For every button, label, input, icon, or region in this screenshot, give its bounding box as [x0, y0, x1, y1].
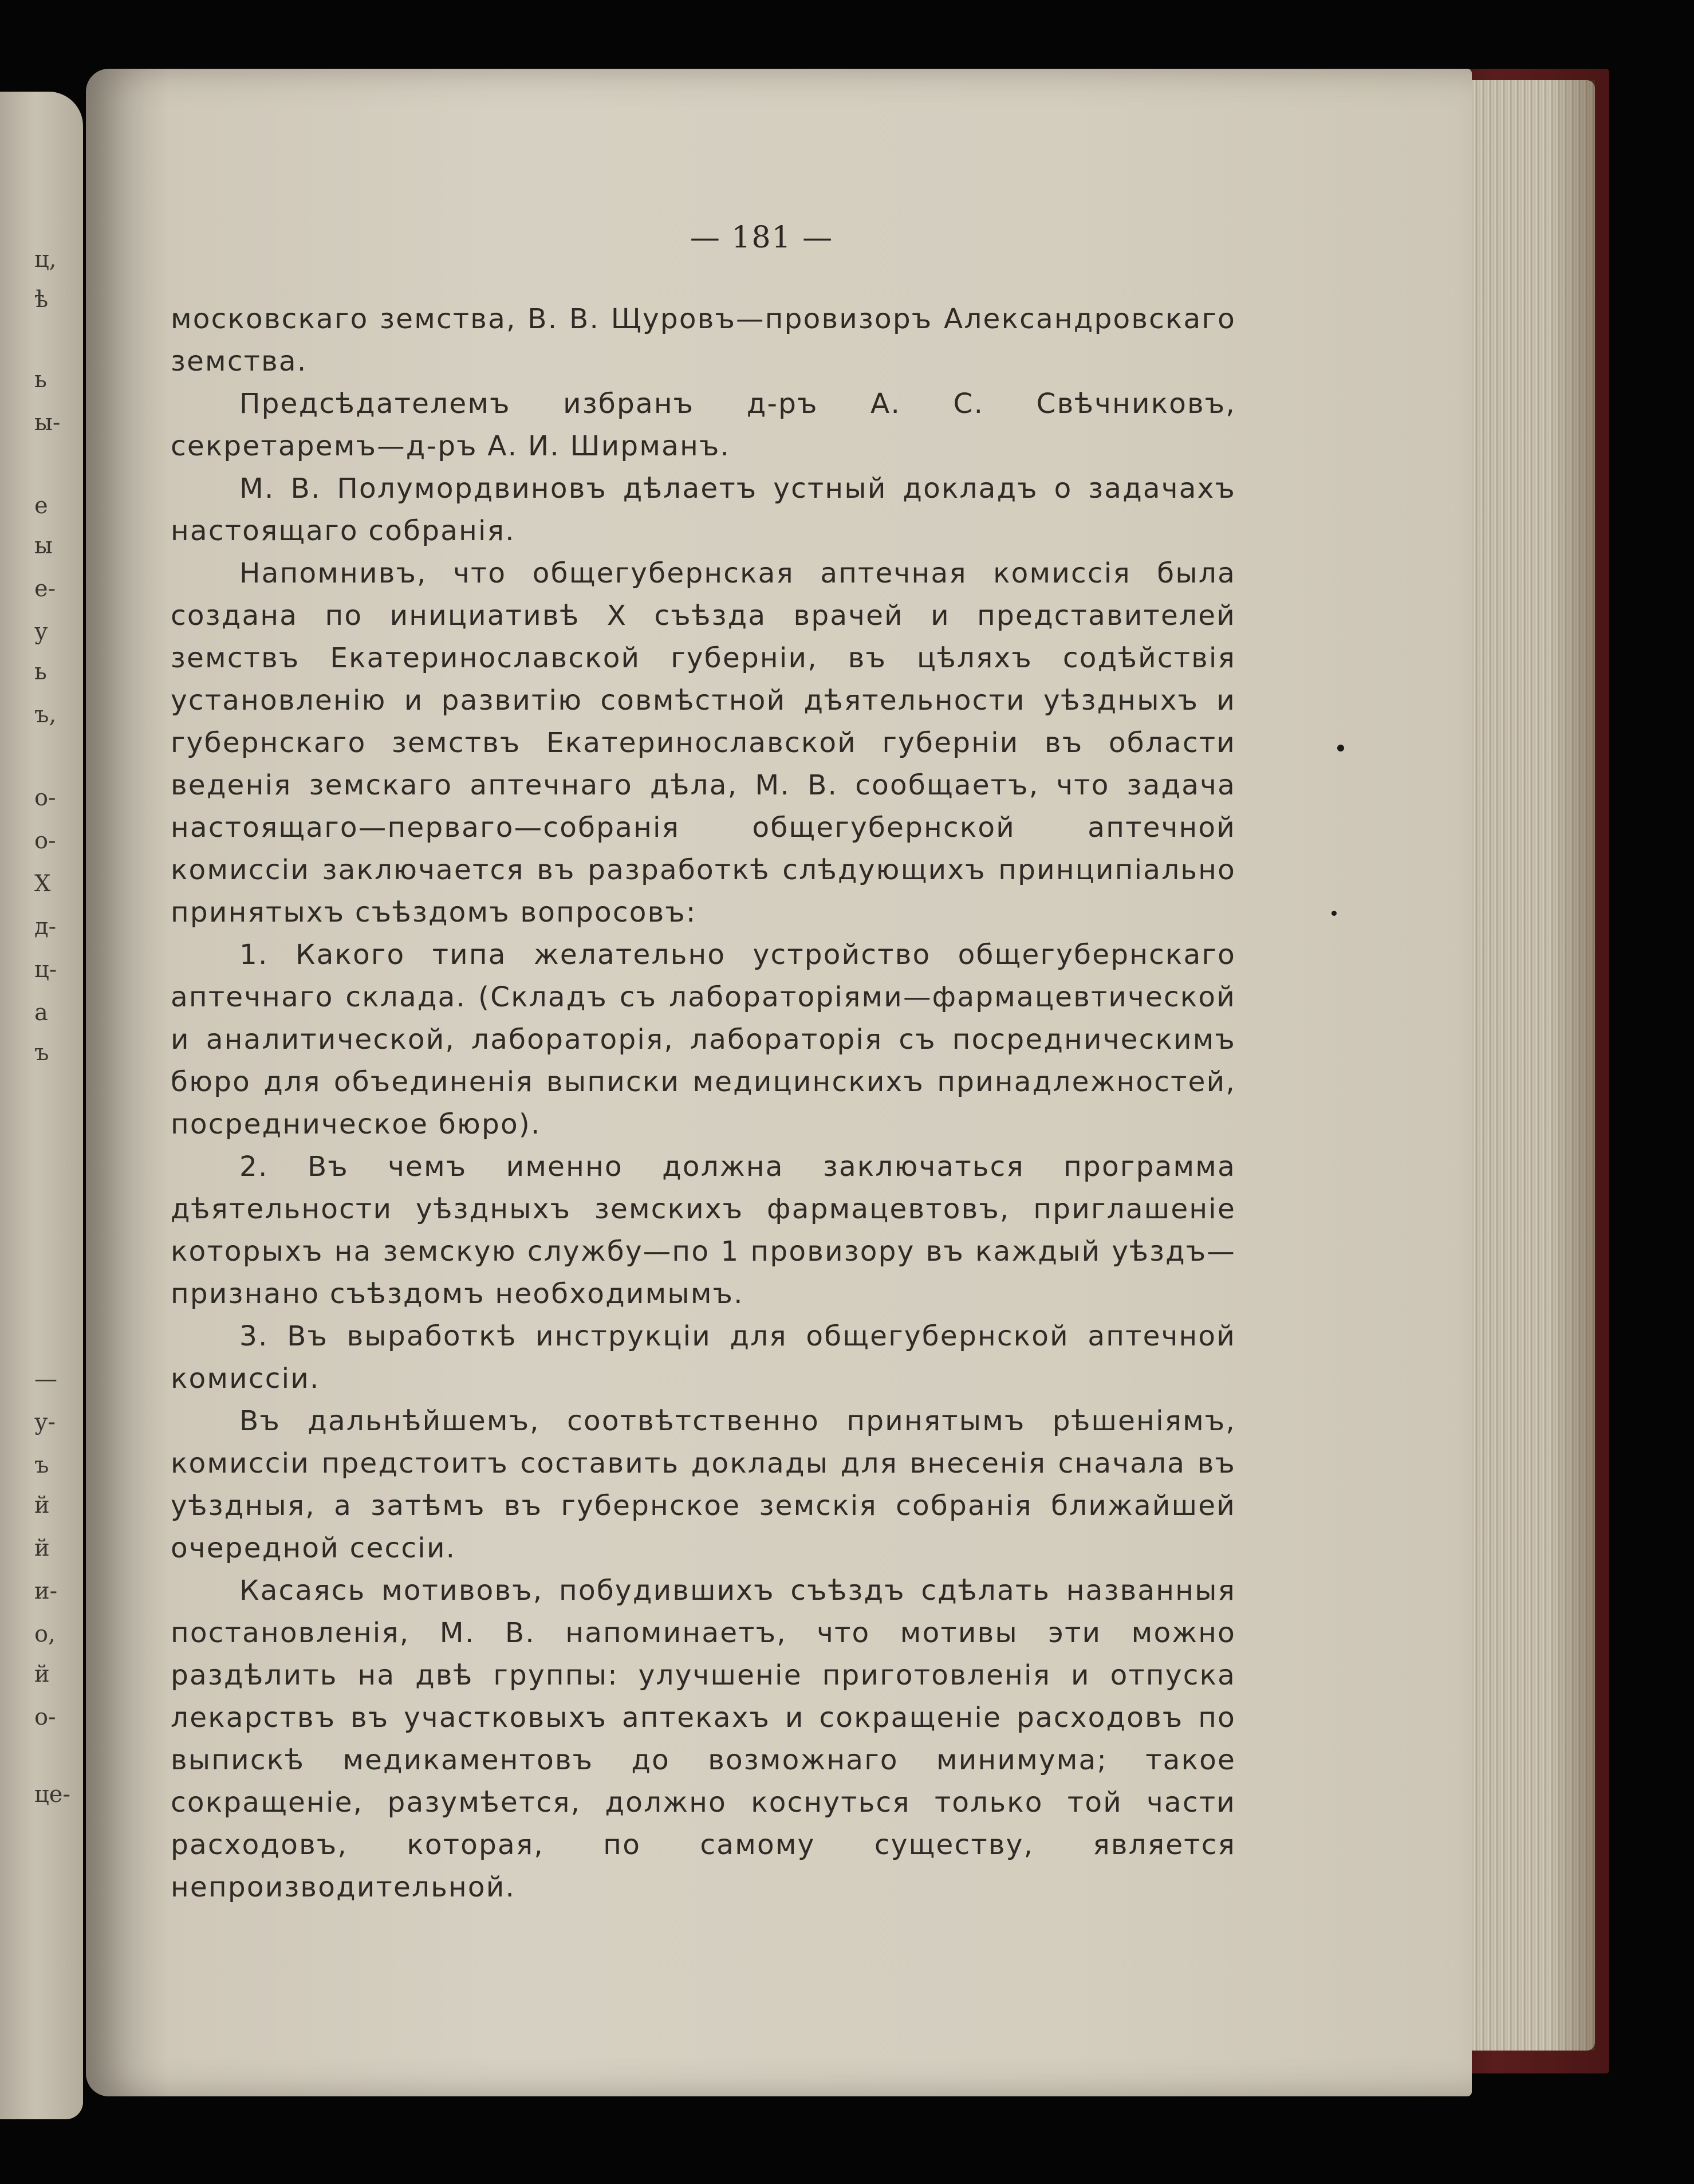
page-number: — 181 — [690, 221, 834, 255]
page-body [171, 298, 1236, 1908]
margin-fragment: й [34, 1661, 50, 1687]
margin-fragment: — [34, 1366, 57, 1392]
margin-fragment: й [34, 1535, 50, 1561]
margin-fragment: це- [34, 1781, 70, 1808]
margin-fragment: ь [34, 659, 47, 685]
margin-fragment: X [34, 871, 51, 897]
margin-fragment: о- [34, 828, 56, 854]
margin-fragment: и- [34, 1578, 58, 1604]
list-item: 2. Въ чемъ именно должна заключаться программа дѣятельности уѣздныхъ земскихъ фармацевтовъ, приглашеніе которыхъ на земскую службу—по 1 провизору въ каждый уѣздъ—признано съѣздомъ необходимымъ. [171, 1151, 1236, 1310]
paragraph: Въ дальнѣйшемъ, соотвѣтственно принятымъ рѣшеніямъ, комиссіи предстоитъ составить доклады для внесенія сначала въ уѣздныя, а затѣмъ въ губернское земскія собранія ближайшей очередной сессіи. [171, 1405, 1236, 1564]
previous-page [0, 92, 83, 2119]
paragraph: Напомнивъ, что общегубернская аптечная комиссія была создана по инициативѣ X съѣзда врачей и представителей земствъ Екатеринославской губерніи, въ цѣляхъ содѣйствія установленію и развитію совмѣстной дѣятельности уѣздныхъ и губернскаго земствъ Екатеринославской губерніи въ области веденія земскаго аптечнаго дѣла, М. В. сообщаетъ, что задача настоящаго—перваго—собранія общегубернской аптечной комиссіи заключается въ разработкѣ слѣдующихъ принципіально принятыхъ съѣздомъ вопросовъ: [171, 557, 1236, 928]
margin-fragment: д- [34, 914, 57, 940]
margin-fragment: у- [34, 1409, 56, 1435]
margin-fragment: ц- [34, 957, 57, 983]
margin-fragment: о, [34, 1621, 56, 1647]
margin-fragment: ы- [34, 410, 61, 436]
page-stack-edges [1457, 80, 1595, 2051]
previous-page-text-fragments [0, 92, 70, 2119]
margin-fragment: е- [34, 576, 56, 602]
margin-fragment: е [34, 493, 48, 519]
list-item: 3. Въ выработкѣ инструкціи для общегубернской аптечной комиссіи. [171, 1320, 1236, 1395]
paragraph: московскаго земства, В. В. Щуровъ—провизоръ Александровскаго земства. [171, 303, 1236, 377]
margin-fragment: й [34, 1492, 50, 1518]
margin-fragment: ц, [34, 246, 57, 273]
current-page [86, 69, 1472, 2096]
margin-fragment: о- [34, 785, 56, 811]
paragraph: Предсѣдателемъ избранъ д-ръ А. С. Свѣчниковъ, секретаремъ—д-ръ А. И. Ширманъ. [171, 388, 1236, 462]
margin-fragment: ъ [34, 1040, 49, 1066]
margin-fragment: у [34, 619, 48, 645]
margin-fragment: о- [34, 1704, 56, 1730]
list-item: 1. Какого типа желательно устройство общегубернскаго аптечнаго склада. (Складъ съ лабораторіями—фармацевтической и аналитической, лабораторія, лабораторія съ посредническимъ бюро для объединенія выписки медицинскихъ принадлежностей, посредническое бюро). [171, 939, 1236, 1140]
margin-fragment: ъ, [34, 702, 57, 728]
margin-fragment: ы [34, 533, 53, 559]
ink-speck [1337, 745, 1344, 751]
margin-fragment: ъ [34, 1452, 49, 1478]
margin-fragment: ь [34, 367, 47, 393]
paragraph: Касаясь мотивовъ, побудившихъ съѣздъ сдѣлать названныя постановленія, М. В. напоминаетъ, что мотивы эти можно раздѣлить на двѣ группы: улучшеніе приготовленія и отпуска лекарствъ въ участковыхъ аптекахъ и сокращеніе расходовъ по выпискѣ медикаментовъ до возможнаго минимума; такое сокращеніе, разумѣется, должно коснуться только той части расходовъ, которая, по самому существу, является непроизводительной. [171, 1575, 1236, 1903]
ink-speck [1331, 911, 1337, 916]
paragraph: М. В. Полумордвиновъ дѣлаетъ устный докладъ о задачахъ настоящаго собранія. [171, 473, 1236, 547]
margin-fragment: ѣ [34, 286, 49, 313]
margin-fragment: а [34, 999, 48, 1026]
